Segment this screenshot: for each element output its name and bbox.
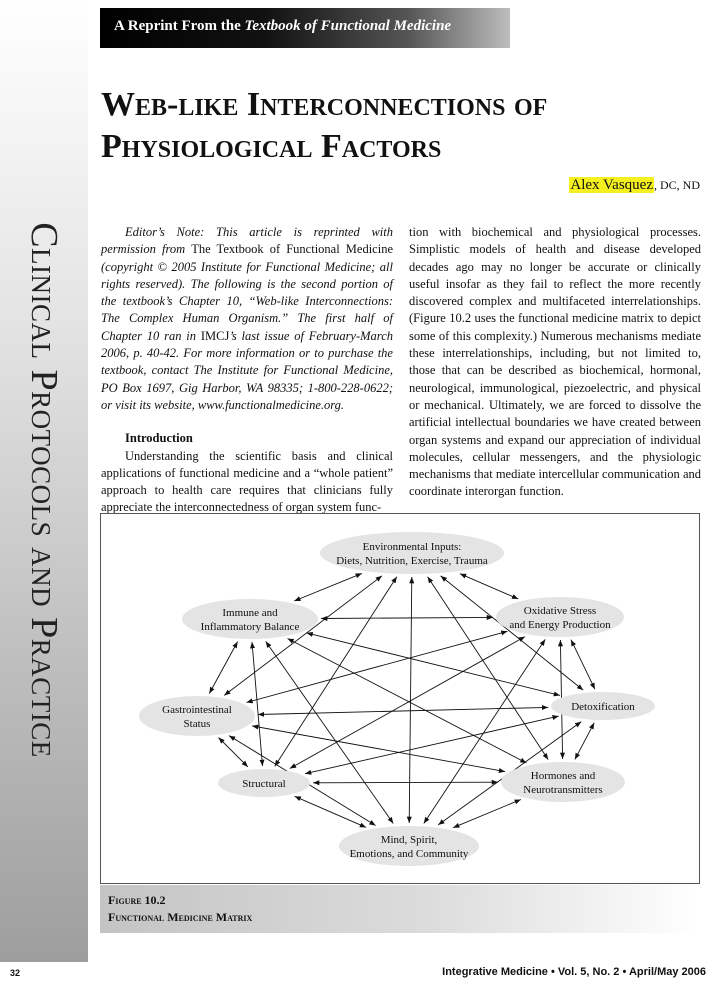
arrow-det-gi	[258, 707, 548, 714]
sidebar-band	[0, 0, 88, 962]
node-label-imm-1: Inflammatory Balance	[200, 621, 300, 633]
arrow-det-imm	[307, 633, 561, 696]
node-imm	[182, 599, 318, 639]
node-label-mind-1: Emotions, and Community	[349, 848, 469, 860]
article-title	[101, 84, 547, 168]
figure-caption-text: Functional Medicine Matrix	[108, 910, 253, 924]
functional-medicine-matrix-diagram	[100, 513, 700, 884]
intro-paragraph-continued: tion with biochemical and physiological processes. Simplistic models of health and disease developed decades ago may no longer be accurate or clinically useful insofar as they fail to reflect the more recently discovered complex and multifaceted interrelationships. (Figure 10.2 uses the functional medicine matrix to depict some of this complexity.) Numerous mechanisms mediate these interrelationships, including, but not limited to, those that can be described as biochemical, hormonal, neurological, immunological, piezoelectric, and physical or mechanical. Ultimately, we are forced to dissolve the artificial intellectual boundaries we have created between organ systems and expand our appreciation of individual molecules, cellular messengers, and the physiologic mechanisms that mediate intercellular communication and coordinate interorgan function.	[409, 225, 701, 499]
page-number: 32	[10, 968, 21, 978]
arrow-hor-str	[313, 782, 498, 783]
node-label-str-0: Structural	[242, 778, 286, 790]
node-ellipse-mind	[339, 826, 479, 866]
author-credentials: , DC, ND	[653, 178, 700, 192]
column-right	[409, 224, 701, 501]
title-line-2: Physiological Factors	[101, 128, 442, 165]
arrow-oxi-imm	[321, 617, 493, 618]
node-mind	[339, 826, 479, 866]
node-label-mind-0: Mind, Spirit,	[380, 834, 438, 846]
node-label-oxi-0: Oxidative Stress	[523, 605, 597, 617]
node-oxi	[496, 597, 624, 637]
arrow-mind-str	[295, 796, 367, 827]
arrow-str-gi	[219, 738, 248, 767]
arrow-oxi-str	[290, 637, 525, 769]
node-label-oxi-1: and Energy Production	[509, 619, 611, 631]
section-title: Clinical Protocols and Practice	[23, 222, 65, 758]
node-label-env-1: Diets, Nutrition, Exercise, Trauma	[336, 555, 488, 567]
journal-footer: Integrative Medicine • Vol. 5, No. 2 • April/May 2006	[442, 966, 706, 978]
node-ellipse-hor	[501, 762, 625, 802]
node-hor	[501, 762, 625, 802]
node-ellipse-imm	[182, 599, 318, 639]
editors-note: Editor’s Note: This article is reprinted with permission from The Textbook of Functional Medicine (copyright © 2005 Institute for Functional Medicine; all rights reserved). The following is the second portion of the textbook’s Chapter 10, “Web-like Interconnections: The Complex Human Organism.” The first half of Chapter 10 ran in IMCJ’s last issue of February-March 2006, p. 40-42. For more information or to purchase the textbook, contact The Institute for Functional Medicine, PO Box 1697, Gig Harbor, WA 98335; 1-800-228-0622; or visit its website, www.functionalmedicine.org.	[101, 225, 394, 412]
arrow-det-hor	[575, 723, 594, 760]
reprint-banner	[100, 8, 510, 48]
arrow-hor-mind	[453, 800, 521, 828]
node-ellipse-env	[320, 532, 504, 574]
note-book-title: The Textbook of Functional Medicine	[191, 242, 393, 257]
node-gi	[139, 696, 255, 736]
arrow-oxi-gi	[246, 631, 507, 702]
banner-book: Textbook of Functional Medicine	[244, 18, 452, 34]
node-label-gi-0: Gastrointestinal	[162, 704, 232, 716]
title-line-1: Web-like Interconnections of	[101, 86, 548, 123]
note-journal: IMCJ	[200, 328, 230, 343]
arrow-env-imm	[294, 573, 362, 601]
banner-text	[114, 18, 451, 35]
node-label-env-0: Environmental Inputs:	[362, 541, 462, 553]
author-name: Alex Vasquez	[570, 177, 653, 193]
arrow-hor-imm	[288, 639, 527, 764]
author-byline	[569, 177, 700, 194]
intro-paragraph-start: Understanding the scientific basis and clinical applications of functional medicine and a “whole patient” approach to health care requires that clinicians fully appreciate the interconnectedness of organ system func-	[101, 448, 393, 515]
node-ellipse-gi	[139, 696, 255, 736]
arrow-hor-gi	[252, 726, 505, 772]
node-env	[320, 532, 504, 574]
figure-label: Figure 10.2	[108, 893, 166, 907]
banner-prefix: A Reprint From the	[114, 18, 245, 34]
arrow-env-oxi	[460, 574, 518, 599]
node-ellipse-oxi	[496, 597, 624, 637]
node-label-hor-0: Hormones and	[530, 770, 596, 782]
column-left	[101, 224, 393, 517]
node-det	[551, 692, 655, 720]
intro-heading: Introduction	[125, 431, 193, 446]
node-label-det-0: Detoxification	[571, 701, 635, 713]
node-label-imm-0: Immune and	[222, 607, 278, 619]
arrow-gi-imm	[209, 642, 237, 694]
figure-caption	[100, 885, 700, 933]
arrow-str-imm	[252, 642, 263, 766]
node-label-hor-1: Neurotransmitters	[523, 784, 603, 796]
arrow-mind-imm	[266, 641, 394, 823]
node-label-gi-1: Status	[183, 718, 211, 730]
node-str	[218, 769, 310, 797]
arrow-oxi-det	[571, 640, 595, 690]
